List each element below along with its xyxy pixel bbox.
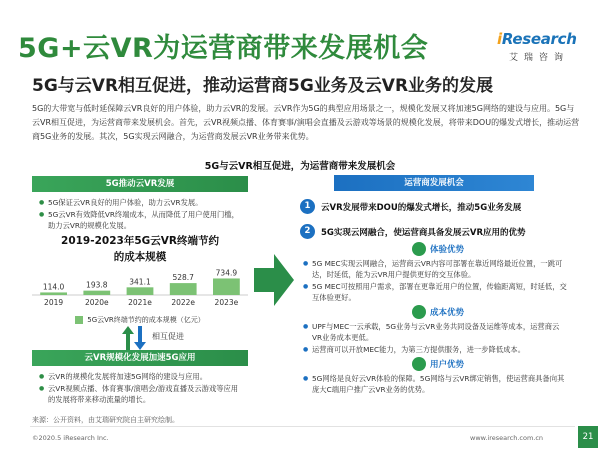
logo-text: Research	[501, 30, 577, 48]
page-title: 5G+云VR为运营商带来发展机会	[18, 33, 429, 64]
advantage-cost	[300, 305, 568, 355]
left-bottom-bar: 云VR规模化发展加速5G应用	[32, 350, 248, 366]
cost-icon	[412, 305, 426, 319]
legend-swatch	[75, 316, 83, 324]
bullet: ● UPF与MEC一云承载，5G业务与云VR业务共同设备及运维等成本，运营商云VR业务成本更低。	[302, 321, 568, 343]
advantage-title	[412, 305, 568, 319]
bullet: ● 云VR的规模化发展将加速5G网络的建设与应用。	[38, 371, 244, 382]
bullet: ● 5G云VR有效降低VR终端成本，从而降低了用户使用门槛，助力云VR的规模化发展。	[38, 209, 244, 231]
advantage-bullets	[300, 256, 568, 303]
right-column	[300, 175, 568, 396]
chart-value-label: 341.1	[129, 277, 151, 287]
experience-icon	[412, 242, 426, 256]
iresearch-logo	[497, 30, 577, 70]
chart-value-label: 114.0	[42, 282, 65, 292]
right-top-bar: 运营商发展机会	[334, 175, 534, 191]
opportunity-item-2	[300, 224, 568, 239]
chart-bar	[170, 283, 197, 295]
advantage-bullets	[300, 371, 568, 395]
bullet: ● 运营商可以开放MEC能力，为第三方提供服务，进一步降低成本。	[302, 344, 568, 355]
connector-label: 相互促进	[152, 332, 184, 341]
advantage-bullets	[300, 319, 568, 355]
legend-label: 5G云VR终端节约的成本规模（亿元）	[87, 316, 205, 324]
number-badge: 2	[300, 224, 315, 239]
chart-value-label: 528.7	[172, 273, 194, 283]
chart-value-label: 734.9	[215, 268, 238, 278]
chart-title-line2: 的成本规模	[113, 251, 167, 263]
footer-divider	[30, 426, 575, 427]
chart-value-label: 193.8	[86, 280, 108, 290]
left-column	[32, 176, 248, 325]
chart-category-label: 2020e	[84, 298, 109, 307]
chart-category-label: 2023e	[214, 298, 239, 307]
advantage-title	[412, 357, 568, 371]
left-bottom-bullets	[32, 366, 248, 405]
chart-bar	[40, 292, 67, 295]
bullet: ● 5G MEC可按照用户需求，部署在更靠近用户的位置，传输距离短，时延低，交互体验更好。	[302, 281, 568, 303]
chart-category-label: 2022e	[171, 298, 196, 307]
bar-chart	[32, 265, 248, 309]
right-arrow	[252, 250, 296, 310]
page-subtitle: 5G与云VR相互促进，推动运营商5G业务及云VR业务的发展	[32, 76, 494, 96]
website-link[interactable]: www.iresearch.com.cn	[470, 434, 544, 442]
advantage-user	[300, 357, 568, 395]
opportunity-item-1	[300, 199, 568, 214]
chart-bar	[83, 291, 110, 295]
logo-cn: 艾瑞咨询	[509, 53, 570, 63]
advantage-title-text: 体验优势	[430, 245, 465, 255]
chart-category-label: 2021e	[128, 298, 152, 307]
opportunity-text: 云VR发展带来DOU的爆发式增长，推动5G业务发展	[321, 202, 522, 213]
opportunity-text: 5G实现云网融合，使运营商具备发展云VR应用的优势	[321, 227, 526, 238]
bullet: ● 5G MEC实现云网融合，运营商云VR内容可部署在靠近网络最近位置，一跳可达，时延低，能为云VR用户提供更好的交互体验。	[302, 258, 568, 280]
bullet: ● 5G网络是良好云VR体验的保障。5G网络与云VR绑定销售，使运营商具备向其庞大C端用户推广云VR业务的优势。	[302, 373, 568, 395]
bullet: ● 云VR视频点播、体育赛事/演唱会/游戏直播及云游戏等应用的发展将带来移动流量的增长。	[38, 383, 244, 405]
advantage-title	[412, 242, 568, 256]
intro-paragraph: 5G的大带宽与低时延保障云VR良好的用户体验，助力云VR的发展。云VR作为5G的典型应用场景之一，规模化发展又将加速5G网络的建设与应用。5G与云VR相互促进，为运营商带来发展机会。首先，云VR视频点播、体育赛事/演唱会直播及云游戏等场景的规模化发展，将带来DOU的爆发式增长，推动运营商5G业务的发展。其次，5G实现云网融合，为运营商发展云VR业务带来优势。	[32, 104, 580, 141]
left-top-bullets	[32, 192, 248, 231]
logo-i: i	[497, 30, 502, 48]
bullet: ● 5G保证云VR良好的用户体验，助力云VR发展。	[38, 197, 244, 208]
connector-arrows	[120, 324, 150, 352]
page-number: 21	[578, 426, 598, 448]
chart-category-label: 2019	[44, 298, 64, 307]
user-icon	[412, 357, 426, 371]
chart-title-line1: 2019-2023年5G云VR终端节约	[61, 235, 219, 247]
chart-bar	[213, 278, 240, 295]
advantage-experience	[300, 242, 568, 303]
left-top-bar: 5G推动云VR发展	[32, 176, 248, 192]
left-bottom-block	[32, 350, 248, 406]
chart-bar	[127, 287, 154, 295]
diagram-title: 5G与云VR相互促进，为运营商带来发展机会	[204, 161, 396, 172]
copyright: ©2020.5 iResearch Inc.	[32, 434, 109, 442]
advantage-title-text: 成本优势	[430, 308, 465, 318]
advantage-title-text: 用户优势	[430, 360, 465, 370]
number-badge: 1	[300, 199, 315, 214]
source-note: 来源：公开资料，由艾瑞研究院自主研究绘制。	[32, 416, 179, 424]
